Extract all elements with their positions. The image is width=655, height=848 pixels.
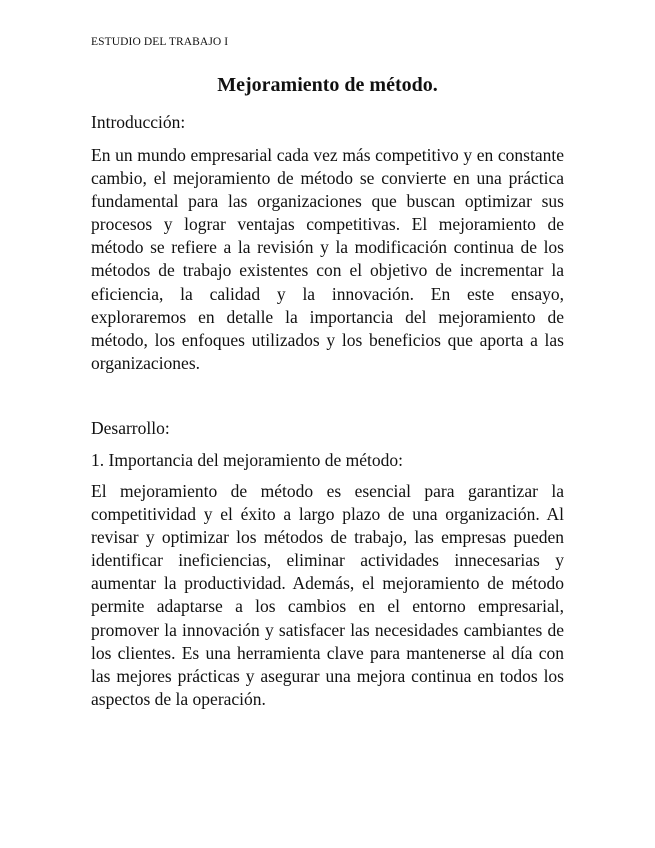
section-1-heading: 1. Importancia del mejoramiento de método: <box>91 450 403 470</box>
document-title: Mejoramiento de método. <box>217 74 438 96</box>
development-label: Desarrollo: <box>91 418 170 438</box>
section-1-paragraph: El mejoramiento de método es esencial para garantizar la competitividad y el éxito a largo plazo de una organización. Al revisar y optimizar los métodos de trabajo, las empresas pueden identificar ineficiencias, eliminar actividades innecesarias y aumentar la productividad. Además, el mejoramiento de método permite adaptarse a los cambios en el entorno empresarial, promover la innovación y satisfacer las necesidades cambiantes de los clientes. Es una herramienta clave para mantenerse al día con las mejores prácticas y asegurar una mejora continua en todos los aspectos de la operación. <box>91 481 564 709</box>
introduction-label: Introducción: <box>91 112 186 132</box>
introduction-paragraph: En un mundo empresarial cada vez más competitivo y en constante cambio, el mejoramiento de método se convierte en una práctica fundamental para las organizaciones que buscan optimizar sus procesos y lograr ventajas competitivas. El mejoramiento de método se refiere a la revisión y la modificación continua de los métodos de trabajo existentes con el objetivo de incrementar la eficiencia, la calidad y la innovación. En este ensayo, exploraremos en detalle la importancia del mejoramiento de método, los enfoques utilizados y los beneficios que aporta a las organizaciones. <box>91 145 564 373</box>
running-header: ESTUDIO DEL TRABAJO I <box>91 36 229 48</box>
